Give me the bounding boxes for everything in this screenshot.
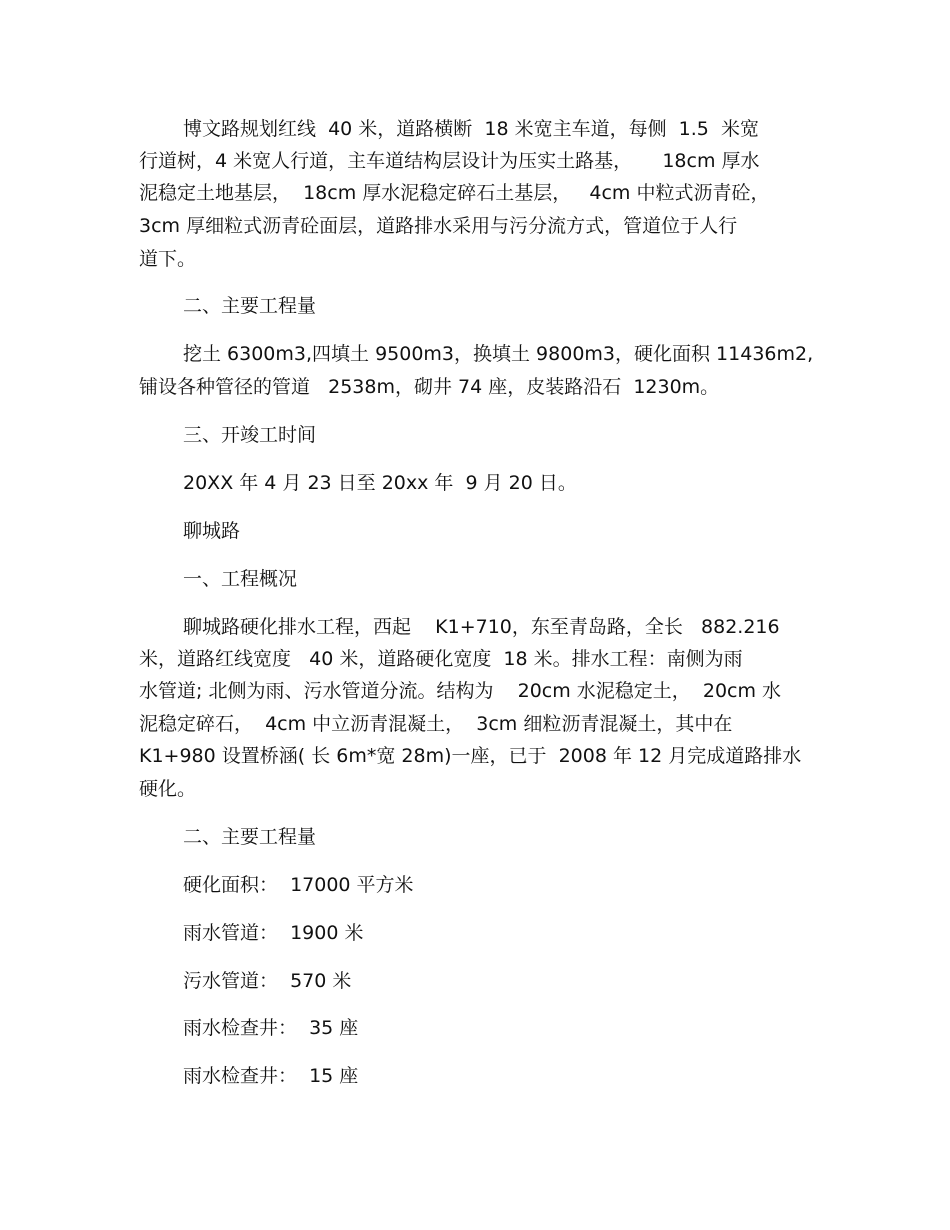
paragraph-line: K1+980 设置桥涵( 长 6m*宽 28m)一座，已于 2008 年 12 月完成道路排水 xyxy=(139,745,802,767)
road-title: 聊城路 xyxy=(183,520,241,542)
paragraph-line: 博文路规划红线 40 米，道路横断 18 米宽主车道，每侧 1.5 米宽 xyxy=(183,118,759,140)
paragraph-line: 道下。 xyxy=(139,248,197,270)
list-item: 雨水检查井： 35 座 xyxy=(183,1017,359,1039)
section-heading: 二、主要工程量 xyxy=(183,295,317,317)
section-heading: 一、工程概况 xyxy=(183,568,298,590)
list-item: 硬化面积： 17000 平方米 xyxy=(183,874,414,896)
paragraph-line: 硬化。 xyxy=(139,778,197,800)
paragraph-line: 聊城路硬化排水工程，西起 K1+710，东至青岛路，全长 882.216 xyxy=(183,616,780,638)
paragraph-line: 泥稳定土地基层， 18cm 厚水泥稳定碎石土基层， 4cm 中粒式沥青砼， xyxy=(139,182,770,204)
section-heading: 三、开竣工时间 xyxy=(183,424,317,446)
list-item: 污水管道： 570 米 xyxy=(183,970,352,992)
section-heading: 二、主要工程量 xyxy=(183,826,317,848)
paragraph-line: 行道树，4 米宽人行道，主车道结构层设计为压实土路基， 18cm 厚水 xyxy=(139,150,760,172)
paragraph-line: 泥稳定碎石， 4cm 中立沥青混凝土， 3cm 细粒沥青混凝土，其中在 xyxy=(139,713,733,735)
paragraph-line: 米，道路红线宽度 40 米，道路硬化宽度 18 米。排水工程：南侧为雨 xyxy=(139,648,743,670)
list-item: 雨水检查井： 15 座 xyxy=(183,1065,359,1087)
paragraph-line: 挖土 6300m3,四填土 9500m3，换填土 9800m3，硬化面积 11436m2, xyxy=(183,343,814,365)
paragraph-line: 3cm 厚细粒式沥青砼面层，道路排水采用与污分流方式，管道位于人行 xyxy=(139,215,738,237)
paragraph-line: 水管道; 北侧为雨、污水管道分流。结构为 20cm 水泥稳定土， 20cm 水 xyxy=(139,680,782,702)
paragraph-line: 铺设各种管径的管道 2538m，砌井 74 座，皮装路沿石 1230m。 xyxy=(139,376,720,398)
list-item: 雨水管道： 1900 米 xyxy=(183,922,364,944)
paragraph-line: 20XX 年 4 月 23 日至 20xx 年 9 月 20 日。 xyxy=(183,472,577,494)
